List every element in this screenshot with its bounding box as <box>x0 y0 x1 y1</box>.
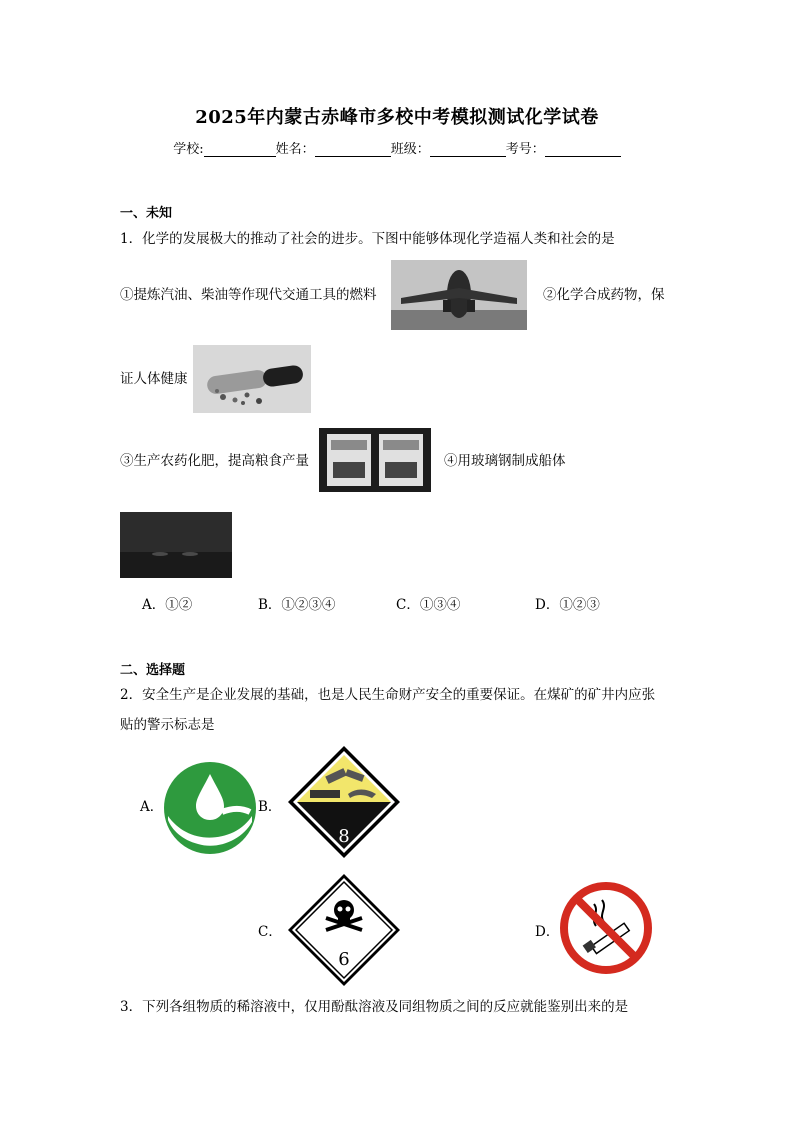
school-blank[interactable] <box>204 142 276 157</box>
class-field <box>391 138 506 157</box>
q2-option-c-label[interactable]: C． <box>258 924 282 940</box>
airplane-photo <box>391 260 527 330</box>
class-blank[interactable] <box>430 142 506 157</box>
name-label: 姓名： <box>275 142 315 157</box>
exam-no-field <box>506 138 621 157</box>
q1-item3: ③生产农药化肥，提高粮食产量 <box>120 453 309 469</box>
student-info-line <box>0 138 794 157</box>
q2-stem-line2: 贴的警示标志是 <box>120 717 215 733</box>
q1-option-c[interactable]: C．①③④ <box>396 597 461 613</box>
q1-item1: ①提炼汽油、柴油等作现代交通工具的燃料 <box>120 287 377 303</box>
section-heading-1: 一、未知 <box>120 206 173 221</box>
sign-c-number: 6 <box>338 949 350 970</box>
pills-photo <box>193 345 311 413</box>
class-label: 班级： <box>390 142 430 157</box>
boat-photo <box>120 512 232 578</box>
q1-item2-part1: ②化学合成药物，保 <box>543 287 665 303</box>
q1-item4: ④用玻璃钢制成船体 <box>444 453 566 469</box>
exam-title: 2025年内蒙古赤峰市多校中考模拟测试化学试卷 <box>195 107 599 128</box>
exam-no-label: 考号： <box>505 142 545 157</box>
school-label: 学校: <box>173 142 204 157</box>
sign-b-number: 8 <box>338 826 350 847</box>
no-smoking-sign-icon[interactable] <box>560 882 652 974</box>
q1-option-b[interactable]: B．①②③④ <box>258 597 336 613</box>
q2-stem-line1: 2．安全生产是企业发展的基础，也是人民生命财产安全的重要保证。在煤矿的矿井内应张 <box>120 687 656 703</box>
q3-stem: 3．下列各组物质的稀溶液中，仅用酚酞溶液及同组物质之间的反应就能鉴别出来的是 <box>120 999 629 1015</box>
q1-option-d[interactable]: D．①②③ <box>535 597 600 613</box>
name-field <box>276 138 391 157</box>
q1-stem: 1．化学的发展极大的推动了社会的进步。下图中能够体现化学造福人类和社会的是 <box>120 231 615 247</box>
corrosive-hazard-sign-icon[interactable] <box>286 744 402 860</box>
fertilizer-photo <box>319 428 431 492</box>
section-heading-2: 二、选择题 <box>120 663 186 678</box>
q2-option-d-label[interactable]: D． <box>535 924 560 940</box>
toxic-hazard-sign-icon[interactable] <box>286 872 402 988</box>
q2-option-a-label[interactable]: A． <box>140 799 164 815</box>
q2-option-b-label[interactable]: B． <box>258 799 282 815</box>
water-saving-sign-icon[interactable] <box>162 760 258 856</box>
school-field <box>173 138 275 157</box>
exam-no-blank[interactable] <box>545 142 621 157</box>
q1-item2-part2: 证人体健康 <box>120 371 188 387</box>
name-blank[interactable] <box>315 142 391 157</box>
q1-option-a[interactable]: A．①② <box>142 597 193 613</box>
